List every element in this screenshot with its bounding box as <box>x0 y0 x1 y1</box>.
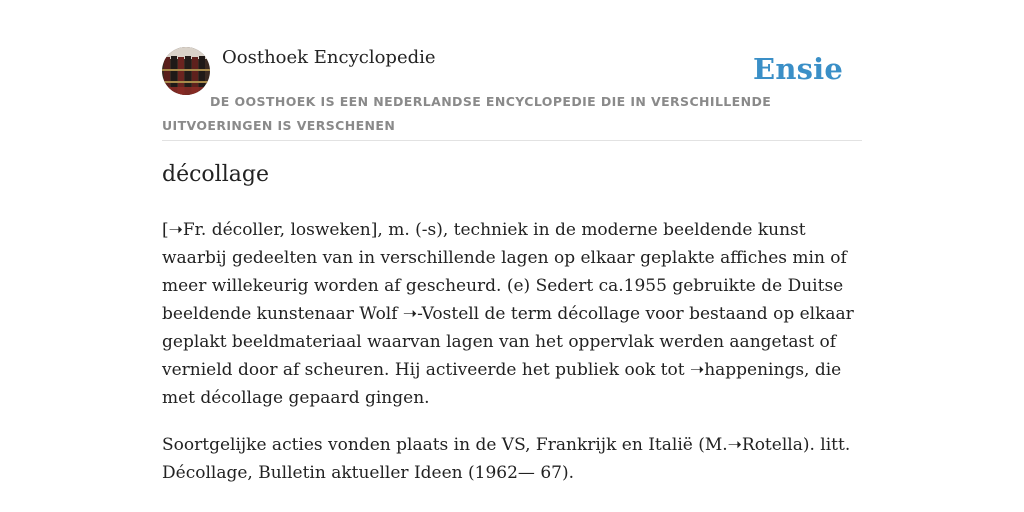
ensie-logo[interactable]: Ensie <box>753 52 843 86</box>
entry-title: décollage <box>162 162 269 187</box>
source-avatar[interactable] <box>162 47 210 95</box>
source-tagline: DE OOSTHOEK IS EEN NEDERLANDSE ENCYCLOPEDIE DIE IN VERSCHILLENDE UITVOERINGEN IS VERSCHENEN <box>162 94 772 133</box>
entry-body <box>162 216 862 506</box>
entry-paragraph: Soortgelijke acties vonden plaats in de VS, Frankrijk en Italië (M.➝Rotella). litt. Décollage, Bulletin aktueller Ideen (1962— 67). <box>162 435 851 483</box>
entry-paragraph: [➝Fr. décoller, losweken], m. (-s), techniek in de moderne beeldende kunst waarbij gedeelten van in verschillende lagen op elkaar geplakte affiches min of meer willekeurig worden af gescheurd. (e) Sedert ca.1955 gebruikte de Duitse beeldende kunstenaar Wolf ➝-Vostell de term décollage voor bestaand op elkaar geplakt beeldmateriaal waarvan lagen van het oppervlak werden aangetast of vernield door af scheuren. Hij activeerde het publiek ook tot ➝happenings, die met décollage gepaard gingen. <box>162 220 854 408</box>
source-header <box>162 0 862 141</box>
source-title[interactable]: Oosthoek Encyclopedie <box>222 47 436 68</box>
page <box>162 0 862 483</box>
encyclopedia-books-icon <box>162 47 210 95</box>
